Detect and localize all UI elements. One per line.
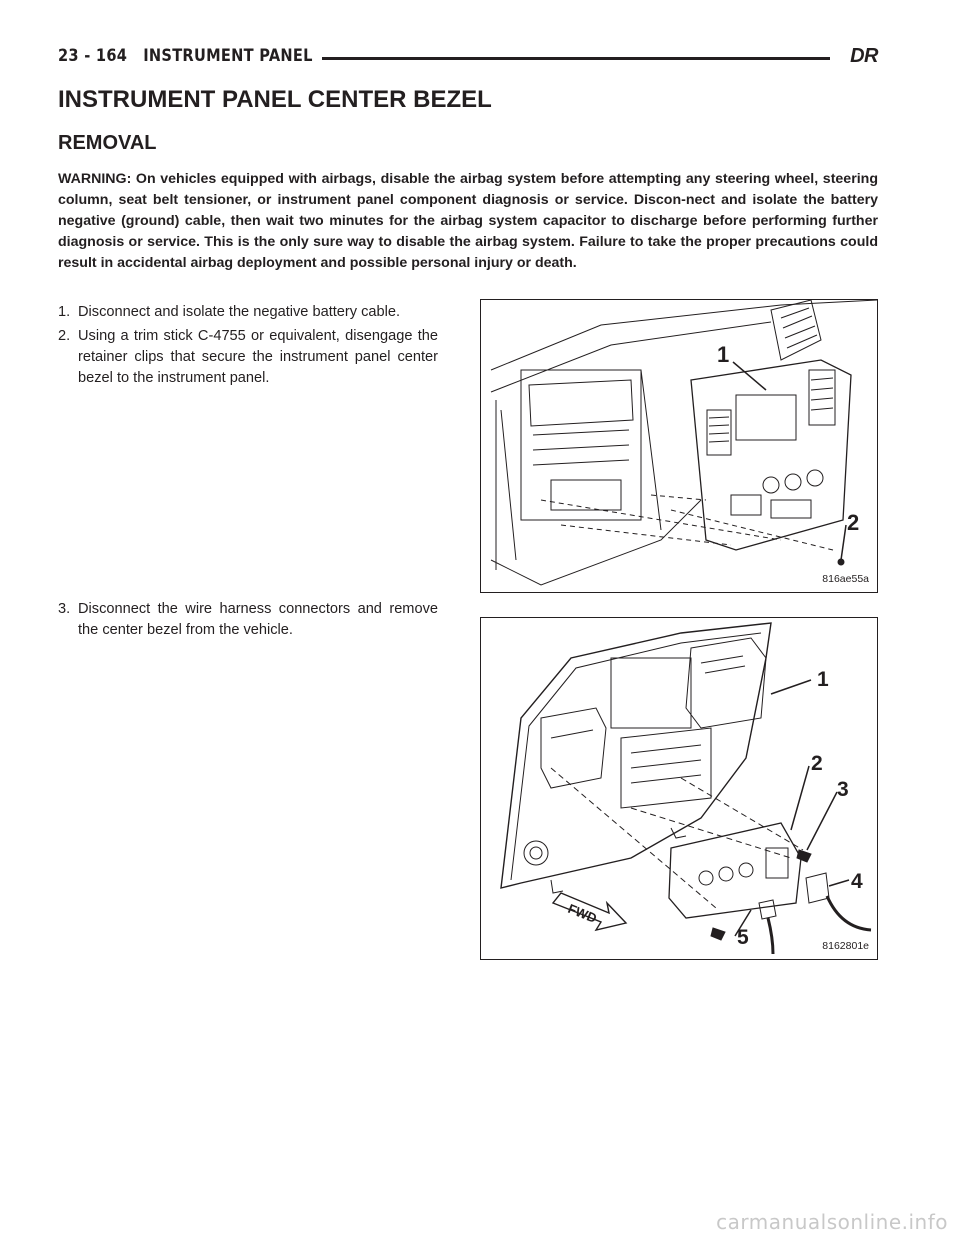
watermark-link[interactable]: carmanualsonline.info bbox=[716, 1210, 948, 1234]
bezel-removal-illustration bbox=[481, 300, 877, 592]
step-2 bbox=[58, 326, 438, 389]
step-number: 1. bbox=[58, 304, 71, 320]
step-text: Disconnect the wire harness connectors and remove the center bezel from the vehicle. bbox=[78, 601, 438, 638]
step-3 bbox=[58, 599, 438, 641]
model-code: DR bbox=[850, 45, 878, 67]
fwd-label: FWD bbox=[565, 900, 599, 926]
figure-code: 816ae55a bbox=[822, 573, 869, 585]
figure-harness-disconnect bbox=[480, 617, 878, 960]
header-rule bbox=[322, 57, 830, 60]
callout-5: 5 bbox=[737, 926, 749, 949]
header-left bbox=[58, 46, 313, 66]
figure-code: 8162801e bbox=[822, 940, 869, 952]
step-number: 2. bbox=[58, 328, 71, 344]
callout-1: 1 bbox=[717, 342, 730, 367]
callout-1: 1 bbox=[817, 668, 829, 691]
callout-2: 2 bbox=[811, 752, 823, 775]
callout-4: 4 bbox=[851, 870, 863, 893]
page-reference: 23 - 164 bbox=[58, 46, 128, 66]
harness-illustration bbox=[481, 618, 877, 959]
callout-2: 2 bbox=[847, 510, 860, 535]
step-text: Using a trim stick C-4755 or equivalent, disengage the retainer clips that secure the instrument panel center bezel to the instrument panel. bbox=[78, 328, 438, 386]
page-title: INSTRUMENT PANEL CENTER BEZEL bbox=[58, 86, 492, 113]
airbag-warning: WARNING: On vehicles equipped with airbags, disable the airbag system before attempting any steering wheel, steering column, seat belt tensioner, or instrument panel component diagnosis or service. Discon-nect and isolate the battery negative (ground) cable, then wait two minutes for the airbag system capacitor to discharge before performing further diagnosis or service. This is the only sure way to disable the airbag system. Failure to take the proper precautions could result in accidental airbag deployment and possible personal injury or death. bbox=[58, 171, 878, 271]
page-header bbox=[58, 46, 878, 72]
step-text: Disconnect and isolate the negative battery cable. bbox=[78, 304, 401, 320]
section-name: INSTRUMENT PANEL bbox=[143, 46, 313, 66]
step-1 bbox=[58, 302, 438, 323]
section-subtitle: REMOVAL bbox=[58, 132, 157, 154]
figure-bezel-removal bbox=[480, 299, 878, 593]
callout-3: 3 bbox=[837, 778, 849, 801]
step-number: 3. bbox=[58, 601, 71, 617]
